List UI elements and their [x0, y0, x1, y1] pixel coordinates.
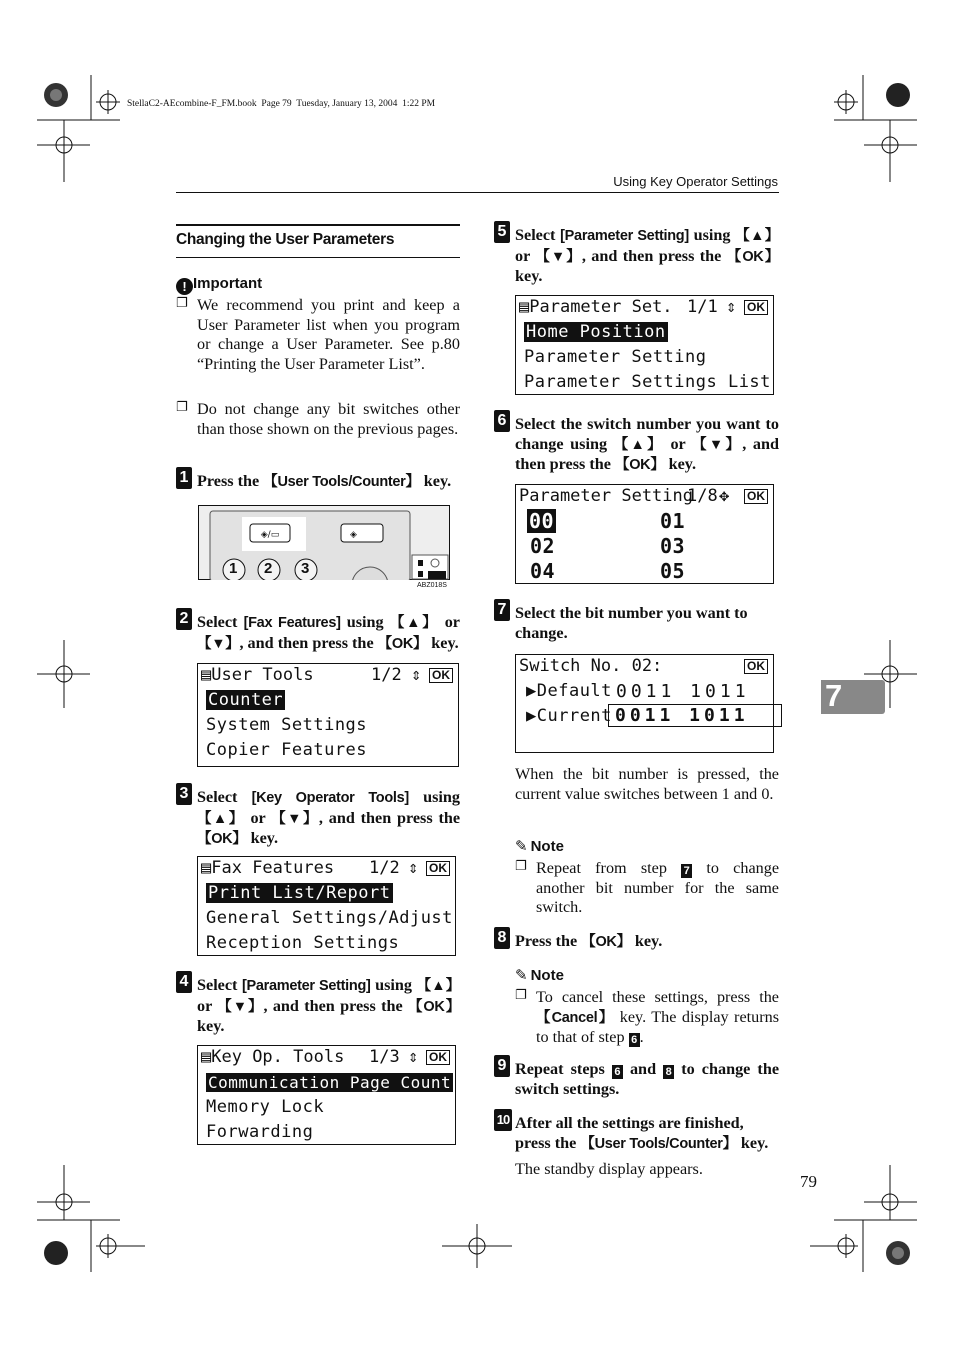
lcd-item: Parameter Setting: [524, 347, 707, 367]
step-text: Select [Fax Features] using 【▲】 or 【▼】, and then press the 【OK】 key.: [197, 613, 460, 652]
menu-icon: ▤: [201, 858, 212, 878]
section-rule-bottom: [176, 257, 460, 258]
important-heading: [176, 273, 262, 295]
running-header: Using Key Operator Settings: [613, 174, 778, 189]
step-1: [176, 467, 460, 493]
step-9: [494, 1055, 779, 1099]
step-3: [176, 783, 460, 850]
note-1-heading: ✎ Note: [515, 837, 564, 855]
important-text: Do not change any bit switches other than those shown on the previous pages.: [197, 400, 460, 438]
pencil-icon: ✎: [515, 837, 528, 855]
lcd-item: Parameter Settings List: [524, 372, 771, 392]
checkbox-icon: ❐: [176, 296, 188, 311]
menu-icon: ▤: [201, 665, 212, 685]
lcd-header: Switch No. 02: OK: [519, 655, 770, 677]
chapter-tab: [821, 680, 885, 714]
note-text: To cancel these settings, press the 【Cancel】 key. The display returns to that of step 6 .: [536, 988, 780, 1047]
step-text: Select the bit number you want to change.: [515, 604, 748, 642]
standby-note: The standby display appears.: [515, 1160, 703, 1178]
pencil-icon: ✎: [515, 966, 528, 984]
lcd-key-op-tools: [197, 1045, 456, 1145]
lcd-switch-no: [515, 654, 774, 753]
pointer-icon: ▶: [526, 681, 537, 701]
lcd-header: ▤Parameter Set. 1/1 ⇕ OK: [519, 296, 770, 318]
step-number: 9: [494, 1055, 510, 1077]
lcd-header: ▤User Tools 1/2 ⇕ OK: [201, 664, 455, 686]
switch-cell-selected: 00: [529, 509, 555, 533]
lcd-item-selected: Counter: [208, 690, 284, 710]
step-text: Select [Parameter Setting] using 【▲】 or 【▼】, and then press the 【OK】 key.: [515, 226, 780, 286]
note-1-item: [515, 859, 779, 918]
switch-cell: 05: [660, 559, 686, 583]
header-rule: [176, 192, 779, 193]
lcd-item: Reception Settings: [206, 933, 400, 953]
note-text: Repeat from step 7 to change another bit number for the same switch.: [536, 859, 779, 917]
step-7: [494, 599, 779, 643]
print-info: StellaC2-AEcombine-F_FM.book Page 79 Tuesday, January 13, 2004 1:22 PM: [127, 99, 436, 109]
lcd-header: ▤Fax Features 1/2 ⇕ OK: [201, 857, 452, 879]
step-text: Select the switch number you want to change using 【▲】 or 【▼】, and then press the 【OK】 key.: [515, 415, 779, 474]
step-8: [494, 927, 779, 953]
illustration-code: ABZ018S: [417, 582, 447, 589]
step-number: 8: [494, 927, 510, 949]
lcd-parameter-set: [515, 295, 774, 395]
step-number: 4: [176, 971, 192, 993]
step-text: After all the settings are finished, press the 【User Tools/Counter】 key.: [515, 1114, 769, 1152]
default-value: 0011 1011: [616, 681, 750, 702]
step-number: 5: [494, 221, 510, 243]
key-name: User Tools/Counter: [277, 474, 406, 490]
switch-cell: 04: [530, 559, 556, 583]
svg-text:◈/▭: ◈/▭: [260, 530, 280, 540]
note-2-heading: ✎ Note: [515, 966, 564, 984]
section-title: Changing the User Parameters: [176, 231, 395, 248]
lcd-header: Parameter Setting 1/8 ✥ OK: [519, 485, 770, 507]
lcd-item-selected: Home Position: [526, 322, 666, 342]
important-label: Important: [193, 275, 263, 292]
lcd-item: Forwarding: [206, 1122, 314, 1142]
lcd-item: Copier Features: [206, 740, 368, 760]
bit-explanation: When the bit number is pressed, the current value switches between 1 and 0.: [515, 765, 779, 803]
step-number: 6: [494, 410, 510, 432]
step-6: [494, 410, 779, 476]
step-number: 1: [176, 467, 192, 489]
scroll-arrows-icon: ⇕: [408, 1047, 419, 1067]
panel-button-1: 1: [229, 560, 238, 577]
note-2-item: [515, 988, 779, 1048]
lcd-item-selected: Communication Page Count: [208, 1073, 452, 1092]
step-10: [494, 1109, 779, 1154]
pointer-icon: ▶: [526, 706, 537, 726]
scroll-arrows-icon: ⇕: [411, 665, 422, 685]
important-item: [176, 296, 460, 374]
lcd-item: Memory Lock: [206, 1097, 325, 1117]
panel-button-2: 2: [264, 560, 273, 577]
important-item: [176, 400, 460, 439]
step-text: Select [Parameter Setting] using 【▲】 or 【▼】, and then press the 【OK】 key.: [197, 976, 461, 1036]
section-rule-top: [176, 224, 460, 226]
lcd-item: General Settings/Adjust: [206, 908, 453, 928]
menu-icon: ▤: [201, 1047, 212, 1067]
step-number: 2: [176, 608, 192, 630]
lcd-user-tools: [197, 663, 459, 767]
checkbox-icon: ❐: [515, 859, 527, 874]
step-text: Press the 【User Tools/Counter】 key.: [197, 472, 452, 490]
current-value: 0011 1011: [608, 704, 782, 727]
control-panel-illustration: [198, 505, 450, 580]
page-number: 79: [800, 1172, 817, 1191]
scroll-arrows-icon: ⇕: [408, 858, 419, 878]
step-number: 10: [494, 1109, 512, 1131]
lcd-item: System Settings: [206, 715, 368, 735]
lcd-item-selected: Print List/Report: [208, 883, 391, 903]
important-icon: !: [176, 278, 193, 295]
lcd-header: ▤Key Op. Tools 1/3 ⇕ OK: [201, 1046, 452, 1068]
switch-cell: 03: [660, 534, 686, 558]
step-2: [176, 608, 460, 654]
important-text: We recommend you print and keep a User Parameter list when you program or change a User Parameter. See p.80 “Printing the User Parameter List”.: [197, 296, 460, 373]
step-number: 7: [494, 599, 510, 621]
svg-text:◈: ◈: [350, 530, 357, 540]
step-text: Press the 【OK】 key.: [515, 932, 663, 950]
default-label: Default: [536, 681, 612, 701]
step-text: Select [Key Operator Tools] using 【▲】 or 【▼】, and then press the 【OK】 key.: [197, 788, 461, 848]
checkbox-icon: ❐: [515, 988, 527, 1003]
step-number: 3: [176, 783, 192, 805]
checkbox-icon: ❐: [176, 400, 188, 415]
step-text: Repeat steps 6 and 8 to change the switch settings.: [515, 1060, 780, 1098]
lcd-parameter-setting: [515, 484, 774, 584]
menu-icon: ▤: [519, 297, 530, 317]
chapter-tab-number: 7: [825, 678, 843, 713]
panel-button-3: 3: [301, 560, 310, 577]
step-5: [494, 221, 779, 287]
lcd-fax-features: [197, 856, 456, 956]
switch-cell: 01: [660, 509, 686, 533]
four-way-arrows-icon: ✥: [719, 486, 730, 506]
switch-cell: 02: [530, 534, 556, 558]
step-4: [176, 971, 460, 1037]
scroll-arrows-icon: ⇕: [726, 297, 737, 317]
current-label: Current: [536, 706, 612, 726]
